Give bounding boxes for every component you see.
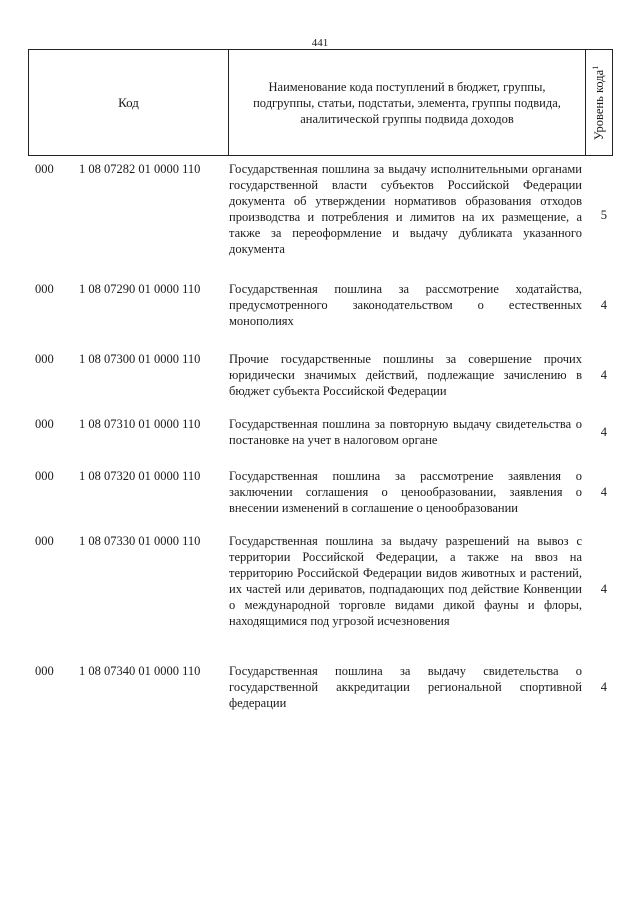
revenue-name: Государственная пошлина за рассмотрение заявления о заключении соглашения о ценообразовании, заявления о внесении изменений в соглашение о ценообразовании <box>229 469 582 515</box>
header-name: Наименование кода поступлений в бюджет, группы, подгруппы, статьи, подстатьи, элемента, группы подвида, аналитической группы подвида доходов <box>229 50 586 155</box>
admin-code: 000 <box>35 534 54 548</box>
table-row <box>28 281 613 351</box>
code-level: 4 <box>600 368 607 382</box>
code-level: 4 <box>600 298 607 312</box>
footnote-marker: 1 <box>590 65 600 70</box>
table-header <box>28 49 613 156</box>
code-level: 4 <box>600 582 607 596</box>
code-level: 4 <box>600 680 607 694</box>
table-row <box>28 468 613 533</box>
revenue-code: 1 08 07310 01 0000 110 <box>79 417 201 431</box>
header-code: Код <box>29 50 229 155</box>
table-row <box>28 161 613 273</box>
revenue-code: 1 08 07340 01 0000 110 <box>79 664 201 678</box>
revenue-name: Государственная пошлина за повторную выдачу свидетельства о постановке на учет в налоговом органе <box>229 417 582 447</box>
admin-code: 000 <box>35 664 54 678</box>
page-number: 441 <box>311 37 329 49</box>
code-level: 4 <box>600 425 607 439</box>
revenue-code: 1 08 07320 01 0000 110 <box>79 469 201 483</box>
revenue-code: 1 08 07330 01 0000 110 <box>79 534 201 548</box>
revenue-name: Государственная пошлина за выдачу разрешений на вывоз с территории Российской Федерации, а также на ввоз на территорию Российской Федерации видов животных и растений, их частей или дериватов, подпадающих под действие Конвенции о международной торговле видами дикой фауны и флоры, находящимися под угрозой исчезновения <box>229 534 582 628</box>
admin-code: 000 <box>35 469 54 483</box>
revenue-name: Государственная пошлина за выдачу исполнительными органами государственной власти субъектов Российской Федерации документа об утверждении нормативов образования отходов производства и потребления и лимитов на их размещение, а также за переоформление и выдачу дубликата указанного документа <box>229 162 582 256</box>
admin-code: 000 <box>35 162 54 176</box>
header-level <box>586 50 612 155</box>
revenue-code: 1 08 07290 01 0000 110 <box>79 282 201 296</box>
admin-code: 000 <box>35 282 54 296</box>
table-row <box>28 533 613 663</box>
admin-code: 000 <box>35 352 54 366</box>
table-body <box>28 156 613 710</box>
code-level: 4 <box>600 485 607 499</box>
table-row <box>28 416 613 468</box>
table-row <box>28 351 613 416</box>
revenue-name: Прочие государственные пошлины за совершение прочих юридически значимых действий, подлежащие зачислению в бюджет субъекта Российской Федерации <box>229 352 582 398</box>
revenue-name: Государственная пошлина за рассмотрение ходатайства, предусмотренного законодательством о естественных монополиях <box>229 282 582 328</box>
revenue-code: 1 08 07282 01 0000 110 <box>79 162 201 176</box>
admin-code: 000 <box>35 417 54 431</box>
code-level: 5 <box>600 208 607 222</box>
revenue-name: Государственная пошлина за выдачу свидетельства о государственной аккредитации региональной спортивной федерации <box>229 664 582 710</box>
table-row <box>28 663 613 723</box>
header-level-label: Уровень кода$^1$ <box>590 65 607 140</box>
revenue-code: 1 08 07300 01 0000 110 <box>79 352 201 366</box>
